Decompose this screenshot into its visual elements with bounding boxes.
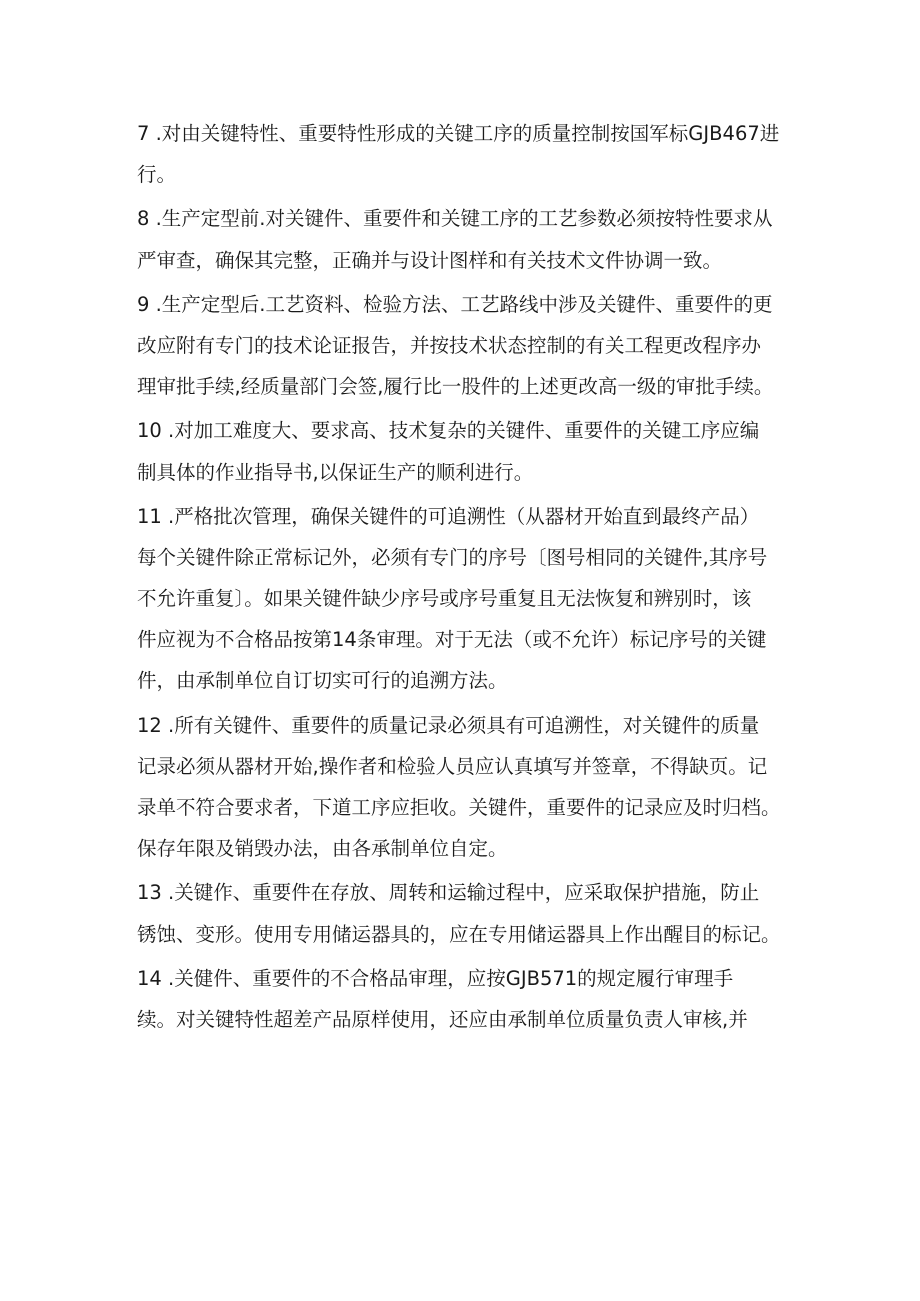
text-line: 7 .对由关键特性、重要特性形成的关键工序的质量控制按国军标GJB467进 [137, 122, 780, 145]
paragraph-12 [137, 705, 797, 870]
document-body [137, 113, 797, 1043]
paragraph-9 [137, 284, 797, 408]
paragraph-13 [137, 872, 797, 954]
text-line: 理审批手续,经质量部门会签,履行比一股件的上述更改高一级的审批手续。 [137, 375, 774, 399]
paragraph-11 [137, 496, 797, 702]
text-line: 11 .严格批次管理，确保关键件的可追溯性（从器材开始直到最终产品） [137, 504, 760, 528]
paragraph-14 [137, 958, 797, 1040]
text-line: 9 .生产定型后.工艺资料、检验方法、工艺路线中涉及关键件、重要件的更 [137, 292, 773, 316]
text-line: 13 .关键作、重要件在存放、周转和运输过程中，应采取保护措施，防止 [137, 881, 760, 905]
text-line: 续。对关键特性超差产品原样使用，还应由承制单位质量负责人审核,并 [137, 1007, 748, 1031]
paragraph-10 [137, 410, 797, 492]
text-line: 严审查，确保其完整，正确并与设计图样和有关技术文件协调一致。 [137, 248, 723, 272]
text-line: 每个关键件除正常标记外，必须有专门的序号〔图号相同的关键件,其序号 [137, 545, 768, 569]
text-line: 件应视为不合格品按第14条审理。对于无法（或不允许）标记序号的关键 [137, 628, 767, 652]
text-line: 制具体的作业指导书,以保证生产的顺利进行。 [137, 460, 534, 484]
text-line: 保存年限及销毁办法，由各承制单位自定。 [137, 837, 508, 861]
text-line: 记录必须从器材开始,操作者和检验人员应认真填写并签章，不得缺页。记 [137, 754, 768, 778]
text-line: 件，由承制单位自订切实可行的追溯方法。 [137, 669, 508, 693]
text-line: 不允许重复〕。如果关键件缺少序号或序号重复且无法恢复和辨别时，该 [137, 587, 752, 611]
paragraph-8 [137, 198, 797, 280]
paragraph-7 [137, 113, 797, 195]
text-line: 14 .关健件、重要件的不合格品审理，应按GJB571的规定履行审理手 [137, 966, 734, 990]
text-line: 改应附有专门的技术论证报告，并按技术状态控制的有关工程更改程序办 [137, 333, 762, 357]
text-line: 8 .生产定型前.对关键件、重要件和关键工序的工艺参数必须按特性要求从 [137, 207, 773, 231]
text-line: 10 .对加工难度大、要求高、技术复杂的关键件、重要件的关键工序应编 [137, 419, 760, 443]
text-line: 12 .所有关键件、重要件的质量记录必须具有可追溯性，对关键件的质量 [137, 713, 760, 737]
text-line: 行。 [137, 163, 177, 187]
text-line: 锈蚀、变形。使用专用储运器具的，应在专用储运器具上作出醒目的标记。 [137, 922, 781, 946]
text-line: 录单不符合要求者，下道工序应拒收。关键件，重要件的记录应及时归档。 [137, 796, 781, 819]
